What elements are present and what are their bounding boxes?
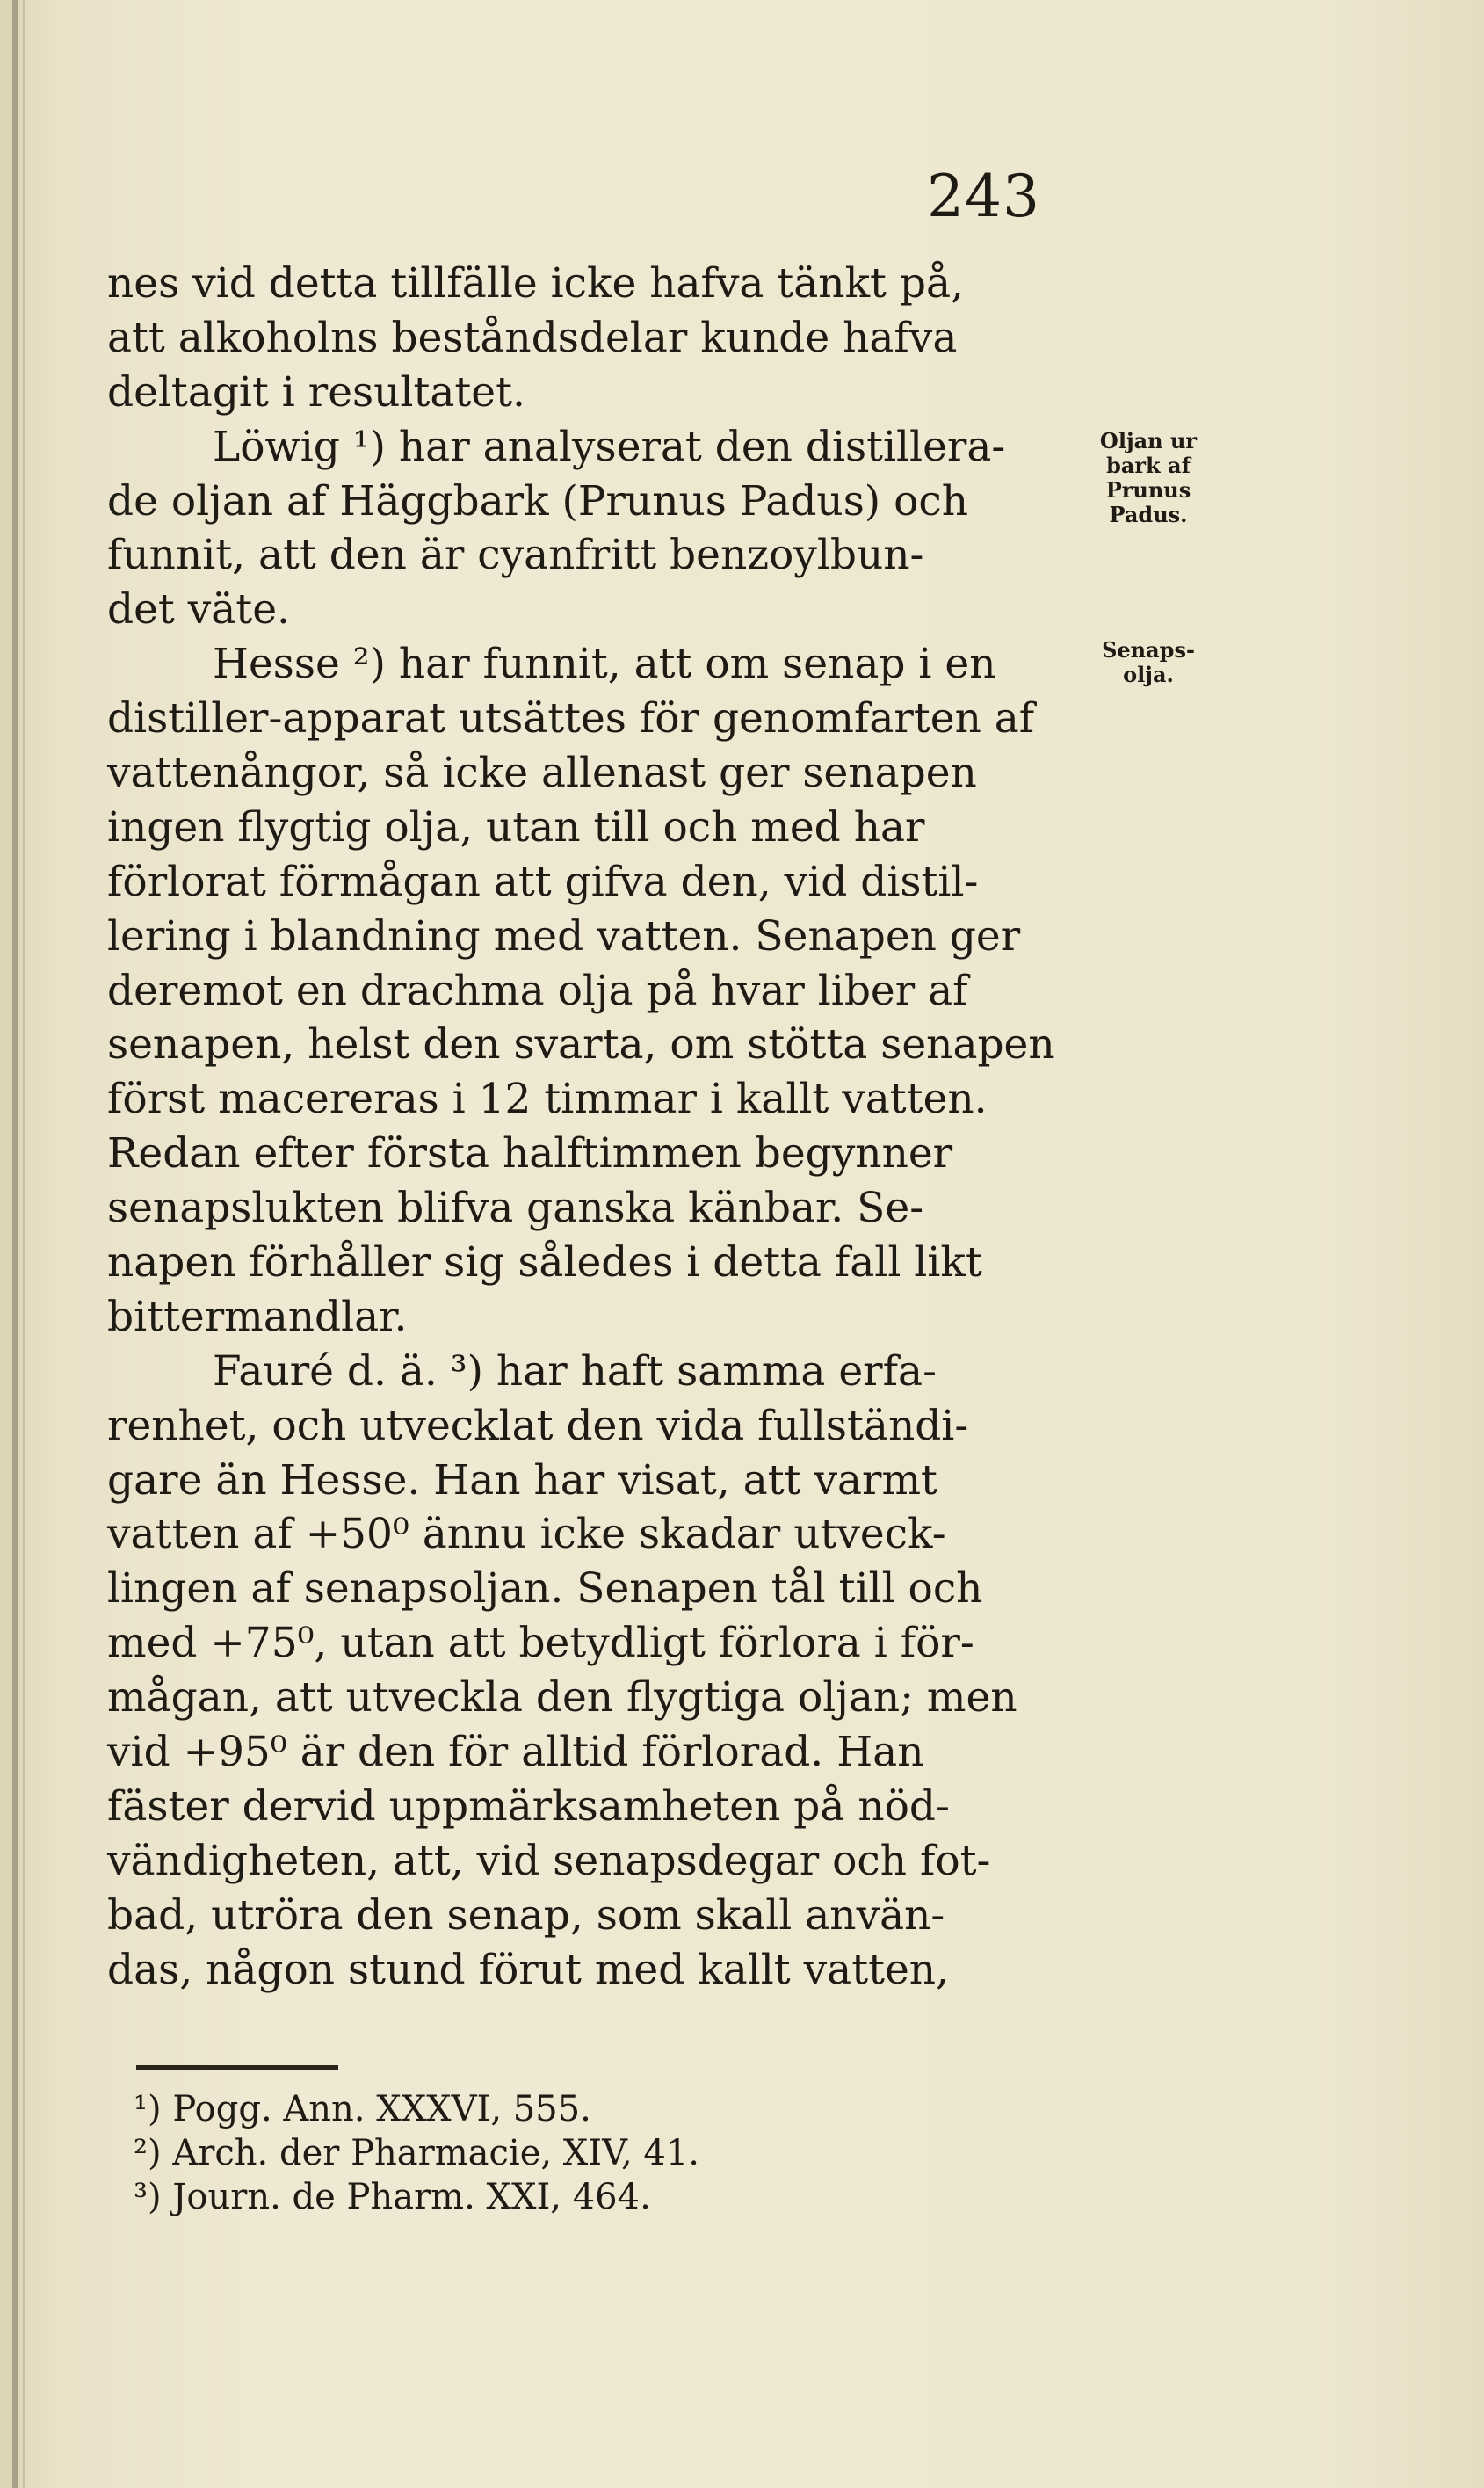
text-line-32: das, någon stund förut med kallt vatten, (107, 1945, 949, 1994)
margin-note-senapsolja-line-1: Senaps- (1102, 637, 1195, 663)
text-line-12: förlorat förmågan att gifva den, vid distil- (107, 857, 979, 906)
page-number: 243 (927, 163, 1040, 230)
text-line-3: deltagit i resultatet. (107, 367, 525, 417)
text-line-1: nes vid detta tillfälle icke hafva tänkt på, (107, 259, 964, 308)
text-line-4: Löwig ¹) har analyserat den distillera- (213, 422, 1006, 471)
margin-note-prunus-line-2: bark af (1106, 453, 1191, 478)
text-line-24: vatten af +50⁰ ännu icke skadar utveck- (107, 1510, 946, 1559)
text-line-31: bad, utröra den senap, som skall använ- (107, 1890, 945, 1940)
text-line-30: vändigheten, att, vid senapsdegar och fot- (107, 1836, 991, 1885)
margin-note-senapsolja (1082, 638, 1214, 687)
margin-note-prunus-line-1: Oljan ur (1099, 428, 1198, 453)
text-line-15: senapen, helst den svarta, om stötta senapen (107, 1020, 1055, 1070)
text-line-19: napen förhåller sig således i detta fall likt (107, 1238, 982, 1288)
book-spine-edge (12, 0, 18, 2488)
footnotes (134, 2087, 699, 2219)
margin-note-prunus (1082, 429, 1214, 527)
text-line-5: de oljan af Häggbark (Prunus Padus) och (107, 476, 968, 526)
text-line-16: först macereras i 12 timmar i kallt vatten. (107, 1075, 988, 1124)
text-line-22: renhet, och utvecklat den vida fullständi- (107, 1401, 969, 1450)
text-line-14: deremot en drachma olja på hvar liber af (107, 966, 968, 1015)
text-line-25: lingen af senapsoljan. Senapen tål till och (107, 1564, 983, 1614)
text-line-13: lering i blandning med vatten. Senapen ger (107, 911, 1021, 961)
text-line-6: funnit, att den är cyanfritt benzoylbun- (107, 531, 924, 580)
book-spine-shadow (23, 0, 25, 2488)
text-line-9: distiller-apparat utsättes för genomfarten af (107, 694, 1035, 743)
margin-note-senapsolja-line-2: olja. (1123, 662, 1174, 687)
text-line-10: vattenångor, så icke allenast ger senapen (107, 749, 977, 798)
footnote-2: ²) Arch. der Pharmacie, XIV, 41. (134, 2133, 700, 2173)
text-line-21: Fauré d. ä. ³) har haft samma erfa- (213, 1346, 937, 1396)
text-line-29: fäster dervid uppmärksamheten på nöd- (107, 1781, 950, 1831)
text-line-2: att alkoholns beståndsdelar kunde hafva (107, 313, 958, 362)
margin-note-prunus-line-3: Prunus (1105, 477, 1191, 503)
text-line-7: det väte. (107, 585, 290, 635)
text-line-20: bittermandlar. (107, 1292, 408, 1341)
footnote-1: ¹) Pogg. Ann. XXXVI, 555. (134, 2089, 591, 2129)
text-line-23: gare än Hesse. Han har visat, att varmt (107, 1455, 937, 1505)
text-line-11: ingen flygtig olja, utan till och med har (107, 802, 925, 852)
footnote-rule (136, 2065, 338, 2070)
text-line-26: med +75⁰, utan att betydligt förlora i för- (107, 1619, 974, 1668)
text-line-18: senapslukten blifva ganska känbar. Se- (107, 1184, 924, 1233)
text-line-8: Hesse ²) har funnit, att om senap i en (213, 640, 996, 689)
body-text (107, 257, 1070, 1998)
text-line-17: Redan efter första halftimmen begynner (107, 1129, 953, 1179)
text-line-28: vid +95⁰ är den för alltid förlorad. Han (107, 1728, 924, 1777)
text-line-27: mågan, att utveckla den flygtiga oljan; men (107, 1673, 1017, 1723)
footnote-3: ³) Journ. de Pharm. XXI, 464. (134, 2177, 651, 2217)
margin-note-prunus-line-4: Padus. (1109, 502, 1188, 527)
